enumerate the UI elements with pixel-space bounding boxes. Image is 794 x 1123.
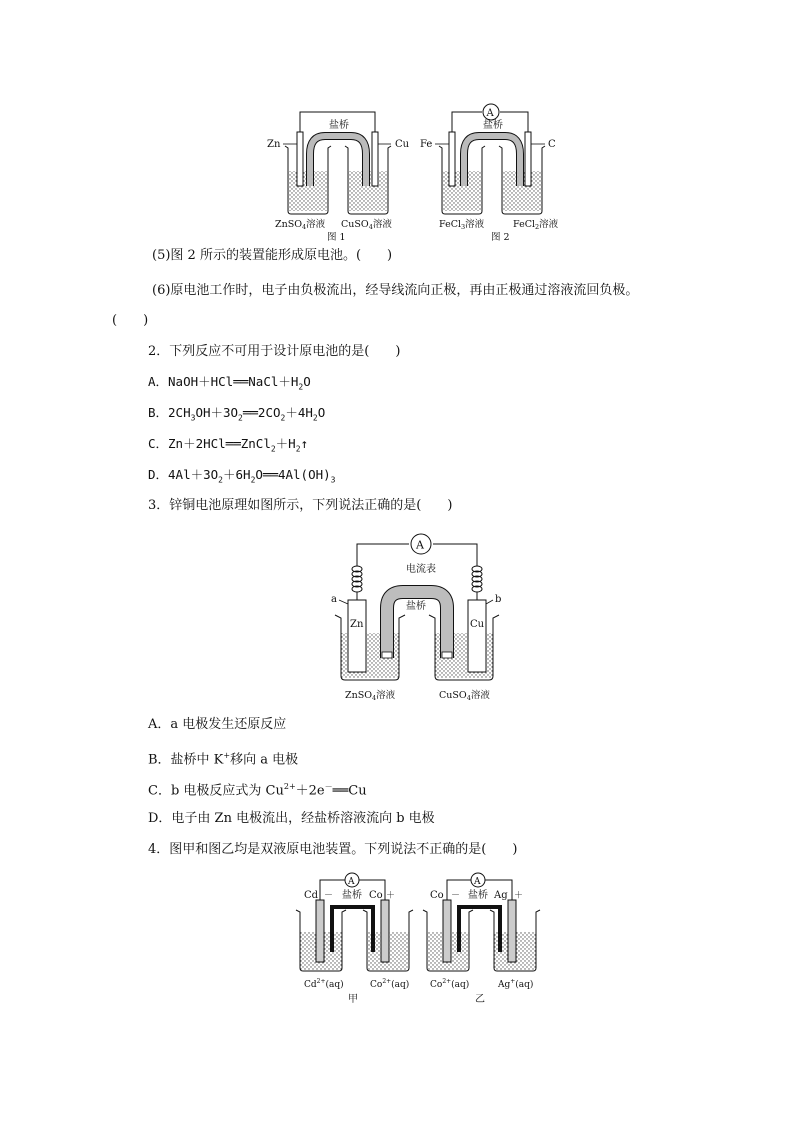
fig2-bridge-label: 盐桥 [483,120,503,131]
fig2-left-electrode: Fe [420,139,433,150]
fig1-right-electrode: Cu [395,139,410,150]
jia-left-sign: － [324,891,334,901]
jia-ammeter: A [348,877,355,887]
right-coil [472,566,482,600]
figure-zinc-copper-cell [325,528,515,706]
yi-right-ion: Ag+(aq) [498,978,534,990]
fig2-ammeter: A [486,108,494,119]
yi-right-sign: ＋ [514,891,524,901]
q1-item-6: (6)原电池工作时，电子由负极流出，经导线流向正极，再由正极通过溶液流回负极。 [152,283,639,298]
fig1-caption: 图 1 [327,232,346,241]
q2-option-a: A．$NaOH+HCl══NaCl+H_2O$ [148,374,311,392]
fig1-right-solution: CuSO$_4$溶液 [341,219,392,231]
q3-ammeter-label: 电流表 [406,564,436,575]
q3-stem: 3．锌铜电池原理如图所示，下列说法正确的是( ) [148,498,453,513]
yi-left-sign: － [451,891,461,901]
q2-option-d: D．$4Al+3O_2+6H_2O══4Al(OH)_3$ [148,467,336,485]
yi-left-electrode: Co [430,890,444,901]
q3-right-solution: CuSO$_4$溶液 [439,690,490,702]
fig2-caption: 图 2 [491,232,510,241]
q2-stem: 2．下列反应不可用于设计原电池的是( ) [148,344,401,359]
fig2-left-solution: FeCl$_3$溶液 [439,219,485,231]
fig2-right-solution: FeCl$_2$溶液 [513,219,559,231]
fig2-right-electrode: C [548,139,556,150]
q3-option-d: D．电子由 Zn 电极流出，经盐桥溶液流向 b 电极 [148,811,435,826]
yi-bridge-label: 盐桥 [468,890,488,901]
q3-label-a: a [331,594,337,605]
q3-bridge-label: 盐桥 [406,601,426,612]
q3-option-c: C．b 电极反应式为 $Cu^{2+}+2e^-══Cu$ [148,782,367,799]
yi-caption: 乙 [475,994,485,1005]
jia-left-electrode: Cd [304,890,319,901]
jia-right-sign: ＋ [386,891,396,901]
fig1-left-solution: ZnSO$_4$溶液 [275,219,326,231]
yi-apparatus [423,873,540,1005]
q3-label-b: b [495,594,502,605]
q3-left-electrode: Zn [350,619,364,630]
q1-item-6-bracket: ( ) [112,313,149,328]
fig2-apparatus [420,104,559,241]
q3-left-solution: ZnSO$_4$溶液 [345,690,396,702]
jia-bridge-label: 盐桥 [342,890,362,901]
yi-right-electrode: Ag [494,890,508,901]
jia-apparatus [296,873,413,1005]
yi-ammeter: A [474,877,481,887]
left-coil [352,566,362,600]
q3-ammeter: A [416,538,424,552]
fig1-apparatus [267,112,410,241]
jia-left-ion: $Cd^{2+}(aq)$ [304,978,344,990]
figure-1-2 [255,96,585,241]
q2-option-b: B．$2CH_3OH+3O_2══2CO_2+4H_2O$ [148,405,326,423]
jia-right-ion: $Co^{2+}(aq)$ [370,978,410,990]
figure-jia-yi [290,870,550,1010]
q2-option-c: C．$Zn+2HCl══ZnCl_2+H_2↑$ [148,436,309,454]
q3-option-a: A．a 电极发生还原反应 [148,717,287,732]
fig1-bridge-label: 盐桥 [329,120,349,131]
yi-left-ion: $Co^{2+}(aq)$ [430,978,470,990]
jia-caption: 甲 [348,994,358,1005]
fig1-left-electrode: Zn [267,139,281,150]
q3-right-electrode: Cu [470,619,485,630]
q3-option-b: B．盐桥中 K+移向 a 电极 [148,751,299,768]
jia-right-electrode: Co [369,890,383,901]
q4-stem: 4．图甲和图乙均是双液原电池装置。下列说法不正确的是( ) [148,842,518,857]
q1-item-5: (5)图 2 所示的装置能形成原电池。( ) [152,248,393,263]
